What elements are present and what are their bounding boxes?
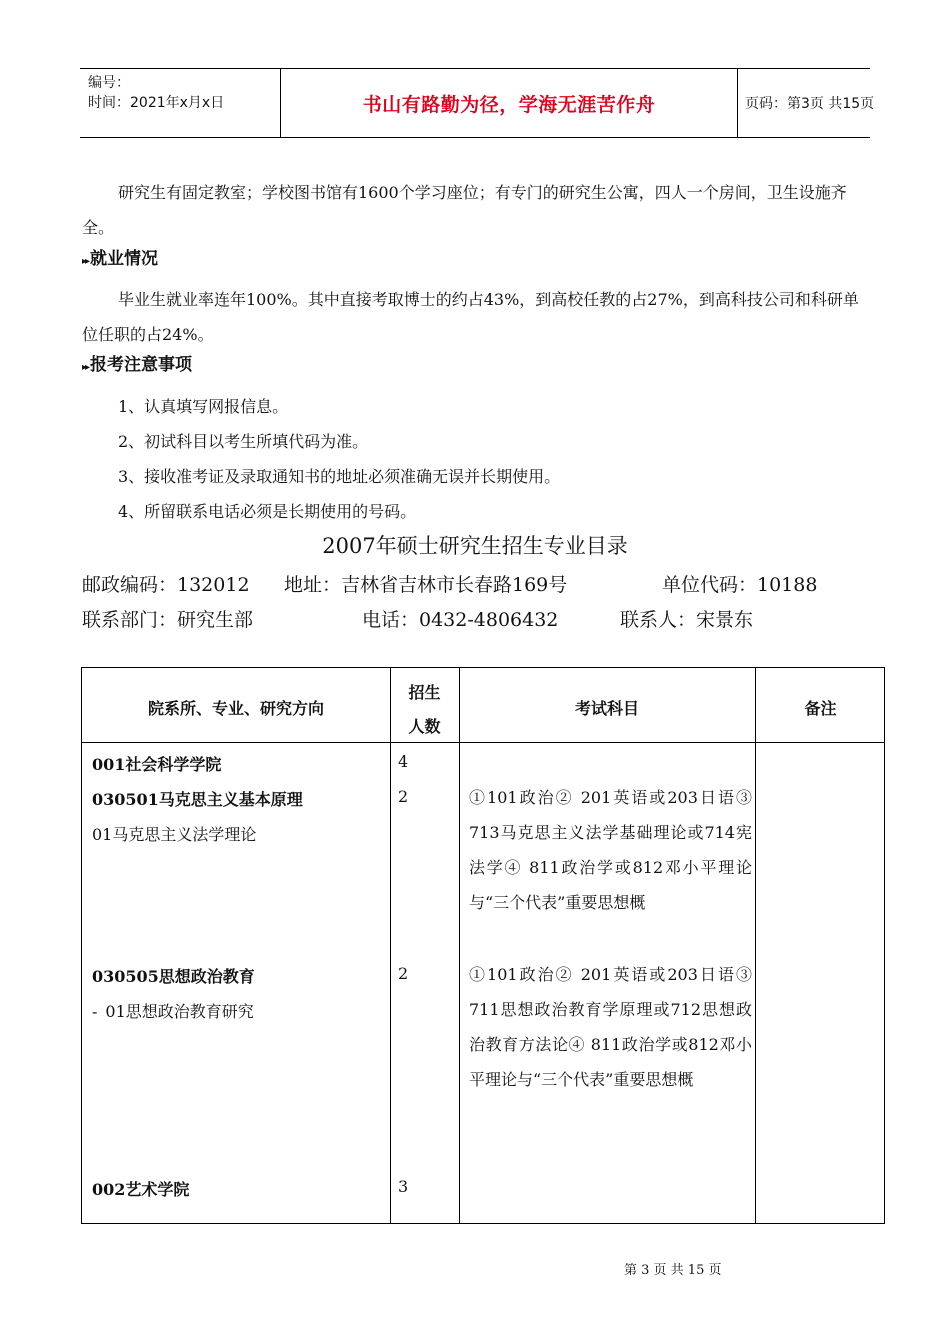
header-page-cell [737, 69, 875, 137]
table-divider [459, 668, 460, 1223]
program-table [81, 667, 885, 1224]
employment-paragraph: 毕业生就业率连年100%。其中直接考取博士的约占43%，到高校任教的占27%，到高科技公司和科研单位任职的占24%。 [82, 290, 859, 344]
table-divider [390, 668, 391, 1223]
postcode: 邮政编码：132012 [82, 574, 250, 596]
employment-heading [82, 244, 158, 269]
phone: 电话：0432-4806432 [362, 609, 559, 631]
header-remarks: 备注 [804, 699, 837, 718]
number-label: 编号： [88, 75, 130, 91]
major-name: 030505思想政治教育 [92, 967, 255, 986]
header-exam: 考试科目 [574, 699, 639, 718]
research-direction-text: 01思想政治教育研究 [105, 1002, 254, 1021]
header-meta [80, 69, 280, 137]
address: 地址：吉林省吉林市长春路169号 [284, 574, 568, 596]
header-program: 院系所、专业、研究方向 [147, 699, 324, 718]
note-item: 1、认真填写网报信息。 [118, 397, 289, 416]
note-item: 2、初试科目以考生所填代码为准。 [118, 432, 369, 451]
school-quota: 3 [398, 1177, 409, 1196]
unit-code: 单位代码：10188 [662, 574, 818, 596]
page-info: 页码：第3页 共15页 [745, 96, 875, 112]
table-header-divider [82, 742, 884, 743]
header-quota-line1: 招生 [408, 683, 441, 702]
school-quota: 4 [398, 752, 409, 771]
footer-page-number: 第 3 页 共 15 页 [624, 1263, 722, 1278]
motto: 书山有路勤为径，学海无涯苦作舟 [362, 93, 656, 116]
header-motto-cell [280, 69, 738, 137]
arrow-bullet-icon: ▸▸ [82, 362, 89, 373]
note-item: 3、接收准考证及录取通知书的地址必须准确无误并长期使用。 [118, 467, 561, 486]
major-quota: 2 [398, 787, 409, 806]
time-label: 时间：2021年x月x日 [88, 95, 225, 111]
header-quota-line2: 人数 [408, 717, 441, 736]
facilities-paragraph: 研究生有固定教室；学校图书馆有1600个学习座位；有专门的研究生公寓，四人一个房间，卫生设施齐全。 [82, 183, 847, 237]
note-item: 4、所留联系电话必须是长期使用的号码。 [118, 502, 417, 521]
dash-mark-icon: - [92, 1002, 98, 1021]
major-name: 030501马克思主义基本原理 [92, 790, 303, 809]
notes-heading-text: 报考注意事项 [90, 355, 193, 375]
major-quota: 2 [398, 964, 409, 983]
school-name: 002艺术学院 [92, 1180, 190, 1199]
contact-department: 联系部门：研究生部 [82, 609, 254, 631]
employment-heading-text: 就业情况 [90, 249, 159, 269]
exam-subjects: ①101政治② 201英语或203日语③ 711思想政治教育学原理或712思想政治教育方法论④ 811政治学或812邓小平理论与“三个代表”重要思想概 [469, 965, 752, 1089]
catalog-title: 2007年硕士研究生招生专业目录 [322, 534, 628, 558]
research-direction [92, 999, 254, 1022]
notes-heading [82, 350, 192, 375]
exam-subjects: ①101政治② 201英语或203日语③ 713马克思主义法学基础理论或714宪法学④ 811政治学或812邓小平理论与“三个代表”重要思想概 [469, 788, 752, 912]
contact-person: 联系人：宋景东 [620, 609, 754, 631]
research-direction: 01马克思主义法学理论 [92, 825, 257, 844]
arrow-bullet-icon: ▸▸ [82, 256, 89, 267]
table-divider [755, 668, 756, 1223]
page-header [80, 68, 875, 138]
school-name: 001社会科学学院 [92, 755, 222, 774]
